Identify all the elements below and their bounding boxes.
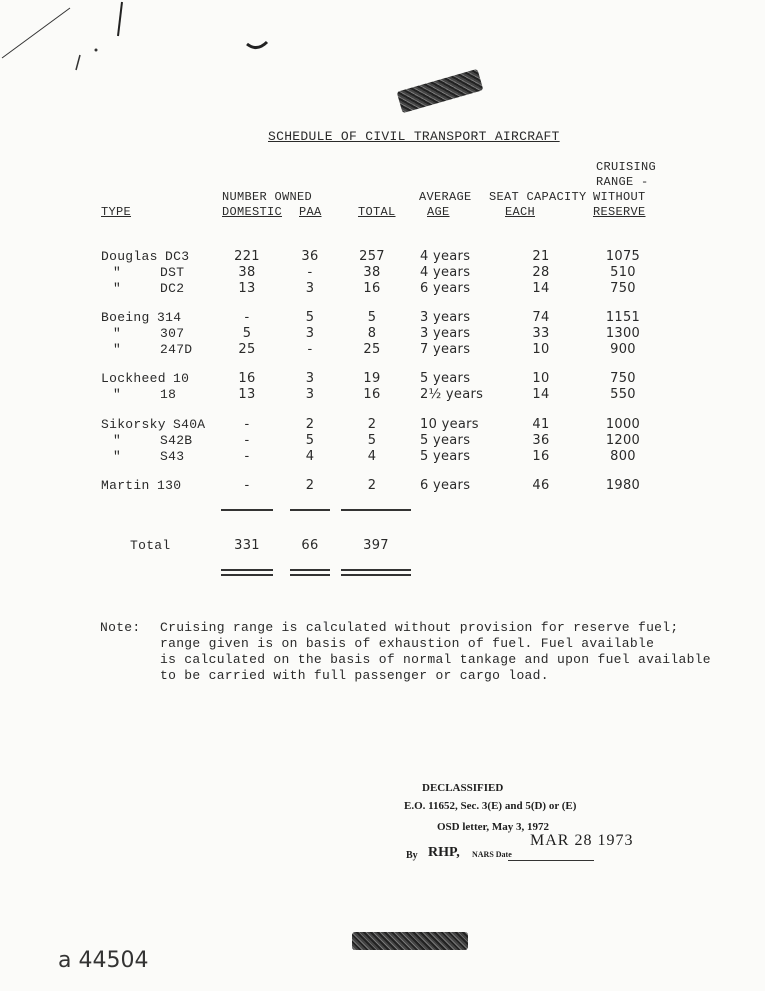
row-range: 900 bbox=[610, 342, 636, 357]
row-total: 4 bbox=[367, 449, 377, 464]
row-seats: 41 bbox=[532, 417, 550, 432]
header-paa: PAA bbox=[299, 205, 322, 219]
row-make: Martin bbox=[101, 478, 150, 493]
row-age: 10 years bbox=[420, 417, 479, 432]
rule-total bbox=[341, 509, 411, 511]
ink-mark bbox=[245, 40, 269, 54]
note-text bbox=[160, 620, 711, 684]
note-line: is calculated on the basis of normal tankage and upon fuel available bbox=[160, 652, 711, 667]
row-model: 247D bbox=[160, 342, 193, 357]
row-range: 1151 bbox=[605, 310, 641, 325]
header-age: AGE bbox=[427, 205, 450, 219]
stamp-date-line bbox=[508, 860, 594, 861]
row-make: " bbox=[113, 387, 122, 402]
double-rule-paa-2 bbox=[290, 574, 330, 576]
row-model: DST bbox=[160, 265, 185, 280]
row-age: 3 years bbox=[420, 326, 471, 341]
totals-domestic: 331 bbox=[234, 538, 260, 553]
rule-paa bbox=[290, 509, 330, 511]
row-seats: 33 bbox=[532, 326, 550, 341]
rule-domestic bbox=[221, 509, 273, 511]
row-age: 5 years bbox=[420, 449, 471, 464]
row-domestic: - bbox=[244, 310, 250, 325]
row-total: 257 bbox=[359, 249, 385, 264]
row-age: 4 years bbox=[420, 249, 471, 264]
row-domestic: 25 bbox=[238, 342, 256, 357]
header-each: EACH bbox=[505, 205, 536, 219]
header-cruising: CRUISING bbox=[596, 160, 657, 174]
row-total: 25 bbox=[363, 342, 381, 357]
row-make: " bbox=[113, 326, 122, 341]
row-seats: 74 bbox=[532, 310, 550, 325]
row-range: 800 bbox=[610, 449, 636, 464]
row-paa: - bbox=[307, 265, 313, 280]
row-domestic: 5 bbox=[242, 326, 252, 341]
redaction-smudge-bottom bbox=[352, 932, 468, 950]
row-domestic: 16 bbox=[238, 371, 256, 386]
row-model: 18 bbox=[160, 387, 177, 402]
row-model: 130 bbox=[157, 478, 182, 493]
page-title: SCHEDULE OF CIVIL TRANSPORT AIRCRAFT bbox=[268, 129, 560, 144]
row-total: 8 bbox=[367, 326, 377, 341]
note-label: Note: bbox=[100, 620, 141, 635]
row-paa: 4 bbox=[305, 449, 315, 464]
totals-total: 397 bbox=[363, 538, 389, 553]
row-domestic: - bbox=[244, 449, 250, 464]
row-total: 2 bbox=[367, 478, 377, 493]
header-range: RANGE - bbox=[596, 175, 649, 189]
row-total: 5 bbox=[367, 310, 377, 325]
row-paa: 3 bbox=[305, 281, 315, 296]
row-model: S42B bbox=[160, 433, 193, 448]
row-domestic: 13 bbox=[238, 387, 256, 402]
header-type: TYPE bbox=[101, 205, 132, 219]
header-reserve: RESERVE bbox=[593, 205, 646, 219]
stamp-by: By bbox=[406, 850, 418, 861]
row-seats: 21 bbox=[532, 249, 550, 264]
row-age: 5 years bbox=[420, 433, 471, 448]
stamp-eo-line: E.O. 11652, Sec. 3(E) and 5(D) or (E) bbox=[404, 800, 577, 812]
totals-paa: 66 bbox=[301, 538, 319, 553]
row-total: 5 bbox=[367, 433, 377, 448]
double-rule-paa-1 bbox=[290, 569, 330, 571]
note-line: to be carried with full passenger or cargo load. bbox=[160, 668, 549, 683]
stamp-nars-date: NARS Date bbox=[472, 850, 512, 859]
row-paa: 3 bbox=[305, 387, 315, 402]
row-domestic: 221 bbox=[234, 249, 260, 264]
row-domestic: - bbox=[244, 417, 250, 432]
row-range: 1980 bbox=[605, 478, 641, 493]
stamp-date: MAR 28 1973 bbox=[530, 832, 634, 849]
totals-label: Total bbox=[130, 538, 171, 553]
stamp-osd-letter: OSD letter, May 3, 1972 bbox=[437, 821, 550, 833]
row-paa: 5 bbox=[305, 310, 315, 325]
note-line: range given is on basis of exhaustion of fuel. Fuel available bbox=[160, 636, 655, 651]
row-seats: 16 bbox=[532, 449, 550, 464]
row-age: 6 years bbox=[420, 478, 471, 493]
redaction-smudge-top bbox=[397, 69, 484, 113]
row-total: 38 bbox=[363, 265, 381, 280]
row-seats: 10 bbox=[532, 342, 550, 357]
row-paa: 2 bbox=[305, 417, 315, 432]
row-paa: 2 bbox=[305, 478, 315, 493]
row-range: 1300 bbox=[605, 326, 641, 341]
row-domestic: 38 bbox=[238, 265, 256, 280]
row-age: 5 years bbox=[420, 371, 471, 386]
row-model: S43 bbox=[160, 449, 185, 464]
double-rule-total-1 bbox=[341, 569, 411, 571]
row-paa: 36 bbox=[301, 249, 319, 264]
double-rule-domestic-2 bbox=[221, 574, 273, 576]
row-age: 6 years bbox=[420, 281, 471, 296]
pen-marks bbox=[0, 0, 140, 90]
header-number-owned: NUMBER OWNED bbox=[222, 190, 313, 204]
row-make: " bbox=[113, 433, 122, 448]
row-model: DC2 bbox=[160, 281, 185, 296]
note-line: Cruising range is calculated without provision for reserve fuel; bbox=[160, 620, 679, 635]
header-seat-capacity: SEAT CAPACITY bbox=[489, 190, 587, 204]
stamp-declassified: DECLASSIFIED bbox=[422, 782, 504, 794]
header-total: TOTAL bbox=[358, 205, 396, 219]
row-make: " bbox=[113, 281, 122, 296]
row-range: 1000 bbox=[605, 417, 641, 432]
row-age: 3 years bbox=[420, 310, 471, 325]
row-age: 7 years bbox=[420, 342, 471, 357]
double-rule-domestic-1 bbox=[221, 569, 273, 571]
row-total: 16 bbox=[363, 281, 381, 296]
row-paa: - bbox=[307, 342, 313, 357]
row-total: 2 bbox=[367, 417, 377, 432]
stamp-initials: RHP, bbox=[428, 845, 460, 860]
handwritten-number: a 44504 bbox=[58, 948, 149, 973]
header-without: WITHOUT bbox=[593, 190, 646, 204]
row-model: 314 bbox=[157, 310, 182, 325]
row-age: 2½ years bbox=[420, 387, 484, 402]
row-seats: 46 bbox=[532, 478, 550, 493]
row-domestic: - bbox=[244, 433, 250, 448]
row-age: 4 years bbox=[420, 265, 471, 280]
row-paa: 5 bbox=[305, 433, 315, 448]
row-range: 550 bbox=[610, 387, 636, 402]
header-average: AVERAGE bbox=[419, 190, 472, 204]
row-range: 1200 bbox=[605, 433, 641, 448]
row-seats: 28 bbox=[532, 265, 550, 280]
row-make: " bbox=[113, 449, 122, 464]
row-make: Boeing bbox=[101, 310, 150, 325]
row-model: S40A bbox=[173, 417, 206, 432]
double-rule-total-2 bbox=[341, 574, 411, 576]
row-range: 750 bbox=[610, 281, 636, 296]
row-paa: 3 bbox=[305, 371, 315, 386]
row-model: 10 bbox=[173, 371, 190, 386]
row-domestic: - bbox=[244, 478, 250, 493]
row-make: Lockheed bbox=[101, 371, 166, 386]
row-make: " bbox=[113, 342, 122, 357]
header-domestic: DOMESTIC bbox=[222, 205, 283, 219]
row-seats: 14 bbox=[532, 387, 550, 402]
row-seats: 14 bbox=[532, 281, 550, 296]
row-seats: 36 bbox=[532, 433, 550, 448]
row-total: 19 bbox=[363, 371, 381, 386]
row-domestic: 13 bbox=[238, 281, 256, 296]
row-model: DC3 bbox=[165, 249, 190, 264]
row-total: 16 bbox=[363, 387, 381, 402]
row-range: 750 bbox=[610, 371, 636, 386]
row-make: " bbox=[113, 265, 122, 280]
row-make: Douglas bbox=[101, 249, 158, 264]
row-seats: 10 bbox=[532, 371, 550, 386]
row-model: 307 bbox=[160, 326, 185, 341]
row-make: Sikorsky bbox=[101, 417, 166, 432]
row-range: 510 bbox=[610, 265, 636, 280]
row-range: 1075 bbox=[605, 249, 641, 264]
row-paa: 3 bbox=[305, 326, 315, 341]
